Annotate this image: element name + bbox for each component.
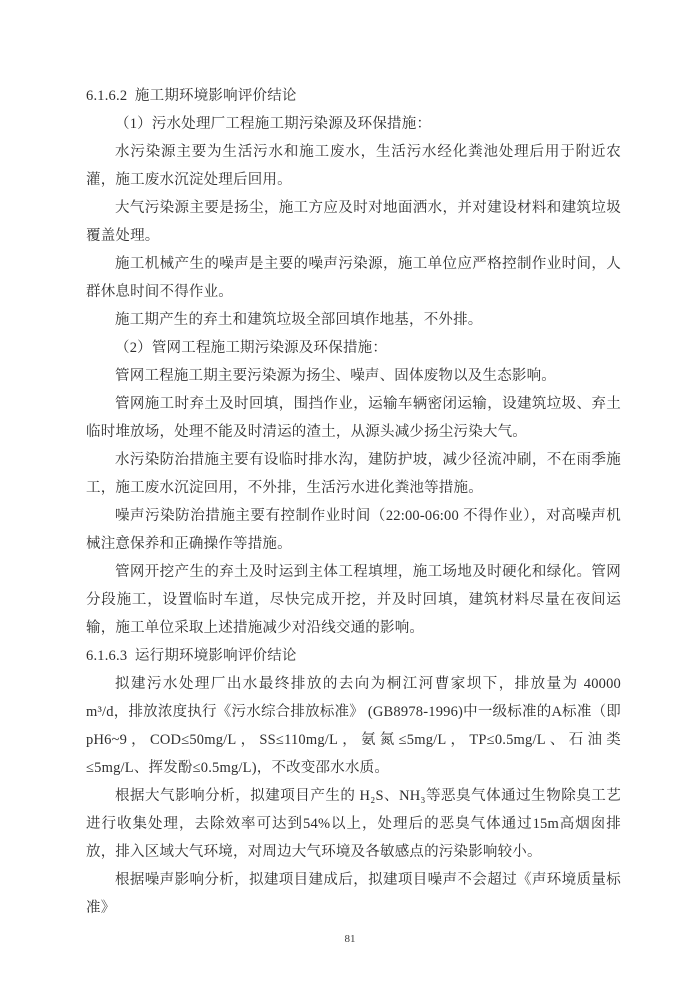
body-paragraph: 水污染防治措施主要有设临时排水沟，建防护坡，减少径流冲刷，不在雨季施工，施工废水沉淀回用，不外排，生活污水进化粪池等措施。 (86, 452, 621, 496)
body-paragraph: 拟建污水处理厂出水最终排放的去向为桐江河曹家坝下，排放量为 40000 m³/d，排放浓度执行《污水综合排放标准》 (GB8978-1996)中一级标准的A标准（即 pH6~9，COD≤50mg/L，SS≤110mg/L，氨氮≤5mg/L，TP≤0.5mg/L、石油类≤5mg/L、挥发酚≤0.5mg/L)，不改变邵水水质。 (86, 676, 621, 776)
body-paragraph: 管网施工时弃土及时回填，围挡作业，运输车辆密闭运输，设建筑垃圾、弃土临时堆放场，处理不能及时清运的渣土，从源头减少扬尘污染大气。 (86, 396, 621, 440)
body-paragraph: 噪声污染防治措施主要有控制作业时间（22:00-06:00 不得作业），对高噪声机械注意保养和正确操作等措施。 (86, 508, 621, 552)
body-paragraph: 施工期产生的弃土和建筑垃圾全部回填作地基，不外排。 (115, 312, 483, 328)
body-paragraph: 水污染源主要为生活污水和施工废水，生活污水经化粪池处理后用于附近农灌，施工废水沉淀处理后回用。 (86, 144, 621, 188)
document-content (86, 82, 621, 922)
body-paragraph: 施工机械产生的噪声是主要的噪声污染源，施工单位应严格控制作业时间，人群休息时间不得作业。 (86, 256, 621, 300)
page-number: 81 (344, 933, 356, 945)
section-heading: 6.1.6.2 施工期环境影响评价结论 (86, 88, 297, 104)
body-paragraph: 根据噪声影响分析，拟建项目建成后，拟建项目噪声不会超过《声环境质量标准》 (86, 872, 621, 916)
body-paragraph: （1）污水处理厂工程施工期污染源及环保措施： (115, 116, 432, 132)
page-footer (0, 929, 700, 947)
body-paragraph: 管网工程施工期主要污染源为扬尘、噪声、固体废物以及生态影响。 (115, 368, 556, 384)
body-paragraph: 大气污染源主要是扬尘，施工方应及时对地面洒水，并对建设材料和建筑垃圾覆盖处理。 (86, 200, 621, 244)
body-paragraph: （2）管网工程施工期污染源及环保措施： (115, 340, 388, 356)
section-heading: 6.1.6.3 运行期环境影响评价结论 (86, 648, 297, 664)
body-paragraph: 根据大气影响分析，拟建项目产生的 H₂S、NH₃等恶臭气体通过生物除臭工艺进行收集处理，去除效率可达到54%以上，处理后的恶臭气体通过15m高烟囱排放，排入区域大气环境，对周边大气环境及各敏感点的污染影响较小。 (86, 788, 621, 860)
body-paragraph: 管网开挖产生的弃土及时运到主体工程填埋，施工场地及时硬化和绿化。管网分段施工，设置临时车道，尽快完成开挖，并及时回填，建筑材料尽量在夜间运输，施工单位采取上述措施减少对沿线交通的影响。 (86, 564, 621, 636)
